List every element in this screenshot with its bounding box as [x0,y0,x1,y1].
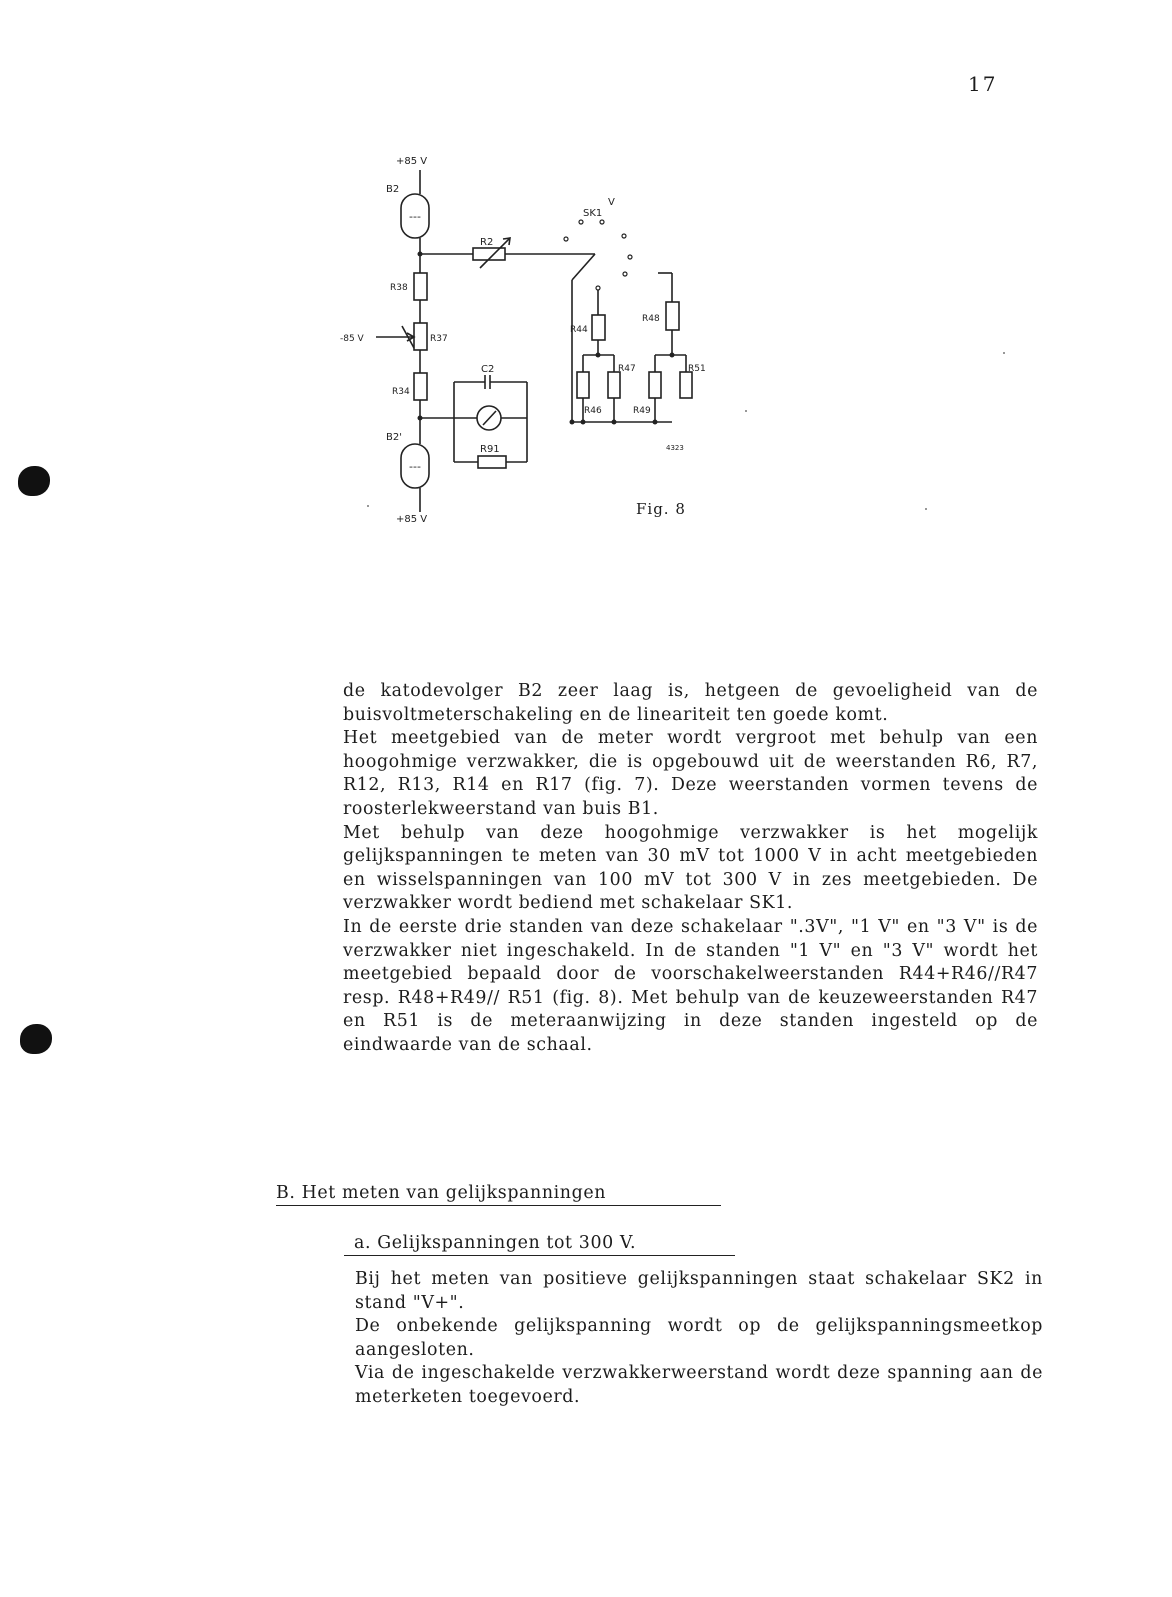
figure-code: 4323 [666,444,684,452]
label-r34: R34 [392,387,410,397]
scan-speck [1003,352,1005,354]
resistor-r34-symbol [414,373,427,400]
subsection-heading-a: a. Gelijkspanningen tot 300 V. [344,1233,735,1256]
section-heading-b: B. Het meten van gelijkspanningen [276,1183,721,1206]
label-r47: R47 [618,364,636,374]
punch-hole-lower [20,1024,52,1054]
label-tube-b2-prime: B2' [386,432,402,443]
punch-hole-upper [18,466,50,496]
tube-b2-grid: --- [409,210,421,223]
label-r44: R44 [570,325,588,335]
label-switch-position: V [608,197,615,208]
circuit-diagram [330,150,760,530]
resistor-r51-symbol [680,372,692,398]
resistor-r37-symbol [414,323,427,350]
label-sk1: SK1 [583,208,603,219]
paragraph: Met behulp van deze hoogohmige verzwakker is het mogelijk gelijkspanningen te meten van 30 mV tot 1000 V in acht meetgebieden en wisselspanningen van 100 mV tot 300 V in zes meetgebieden. De verzwakker wordt bediend met schakelaar SK1. [343,822,1038,914]
page-number: 17 [968,72,998,96]
resistor-r48-symbol [666,302,679,330]
label-r38: R38 [390,283,408,293]
figure-caption: Fig. 8 [636,500,686,518]
label-top-supply: +85 V [396,156,428,167]
label-r46: R46 [584,406,602,416]
label-bottom-supply: +85 V [396,514,428,525]
label-neg-supply: -85 V [340,334,364,344]
label-r91: R91 [480,444,500,455]
paragraph: de katodevolger B2 zeer laag is, hetgeen de gevoeligheid van de buisvoltmeterschakeling en de lineariteit ten goede komt. [343,681,1038,725]
resistor-r38-symbol [414,273,427,300]
resistor-r47-symbol [608,372,620,398]
label-c2: C2 [481,364,495,375]
paragraph: De onbekende gelijkspanning wordt op de gelijkspanningsmeetkop aangesloten. [355,1316,1043,1360]
body-text-section-b [355,1268,1043,1410]
label-r51: R51 [688,364,706,374]
body-text-section-a [343,680,1038,1058]
label-tube-b2: B2 [386,184,400,195]
label-r49: R49 [633,406,651,416]
label-r37: R37 [430,334,448,344]
label-r2: R2 [480,237,494,248]
resistor-r91-symbol [478,456,506,468]
scan-speck [925,508,927,510]
resistor-r44-symbol [592,315,605,340]
paragraph: Via de ingeschakelde verzwakkerweerstand wordt deze spanning aan de meterketen toegevoerd. [355,1363,1043,1407]
paragraph: Het meetgebied van de meter wordt vergroot met behulp van een hoogohmige verzwakker, die is opgebouwd uit de weerstanden R6, R7, R12, R13, R14 en R17 (fig. 7). Deze weerstanden vormen tevens de roosterlekweerstand van buis B1. [343,728,1038,819]
paragraph: Bij het meten van positieve gelijkspanningen staat schakelaar SK2 in stand "V+". [355,1269,1043,1313]
paragraph: In de eerste drie standen van deze schakelaar ".3V", "1 V" en "3 V" is de verzwakker niet ingeschakeld. In de standen "1 V" en "3 V" wordt het meetgebied bepaald door de voorschakelweerstanden R44+R46//R47 resp. R48+R49// R51 (fig. 8). Met behulp van de keuzeweerstanden R47 en R51 is de meteraanwijzing in deze standen ingesteld op de eindwaarde van de schaal. [343,916,1038,1055]
resistor-r49-symbol [649,372,661,398]
tube-b2-prime-grid: --- [409,460,421,473]
resistor-r46-symbol [577,372,589,398]
label-r48: R48 [642,314,660,324]
